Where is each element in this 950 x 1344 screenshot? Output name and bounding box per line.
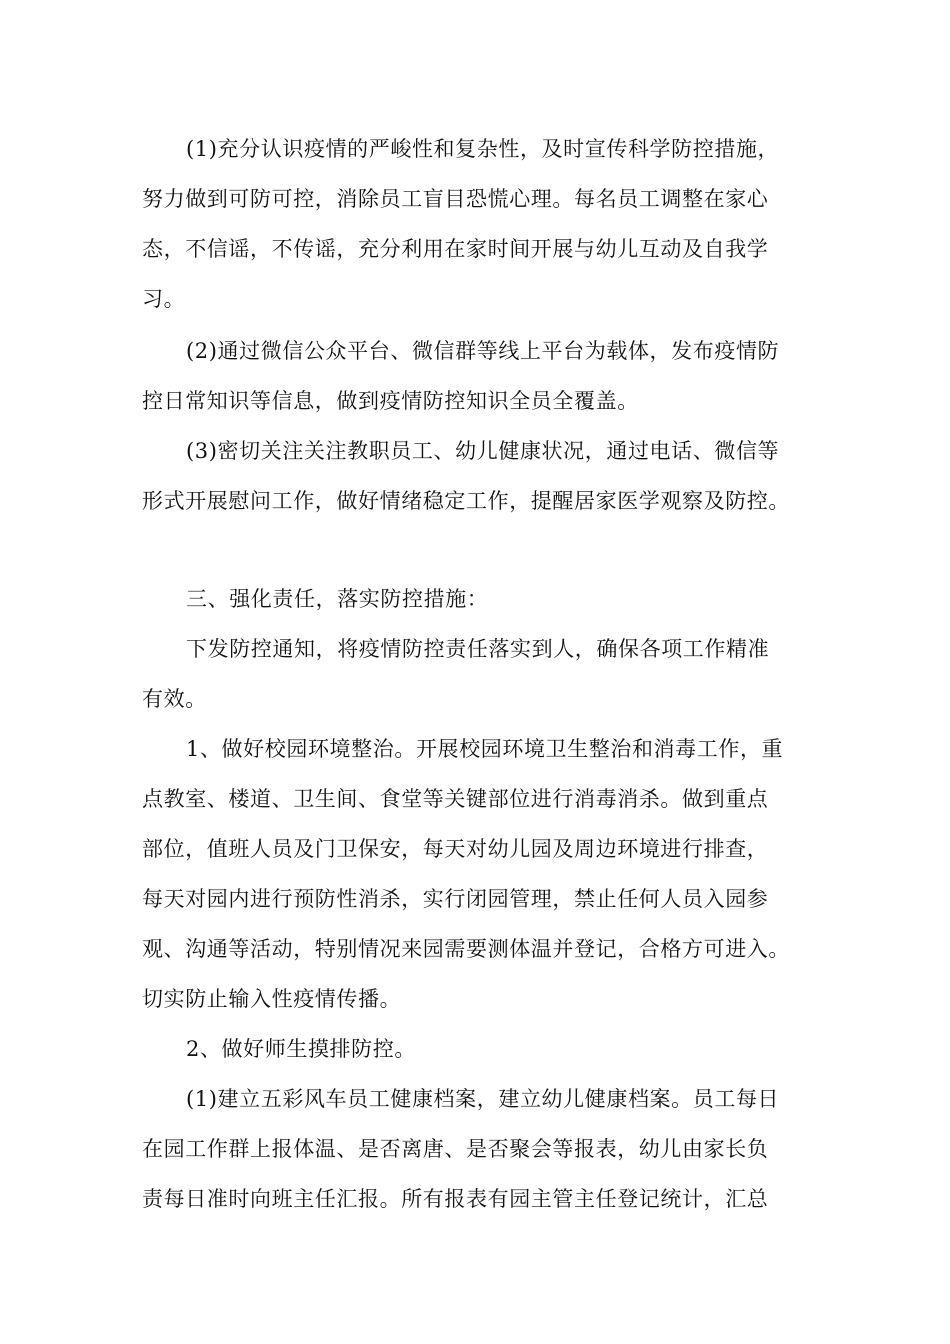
- paragraph-1-line-4: 习。: [142, 287, 186, 311]
- paragraph-5-line-4: 每天对园内进行预防性消杀，实行闭园管理，禁止任何人员入园参: [142, 887, 769, 911]
- paragraph-2-line-2: 控日常知识等信息，做到疫情防控知识全员全覆盖。: [142, 389, 639, 413]
- paragraph-5-line-3: 部位，值班人员及门卫保安，每天对幼儿园及周边环境进行排查，: [142, 837, 769, 861]
- paragraph-7-line-1: (1)建立五彩风车员工健康档案，建立幼儿健康档案。员工每日: [186, 1087, 780, 1111]
- paragraph-3-line-1: (3)密切关注关注教职员工、幼儿健康状况，通过电话、微信等: [186, 439, 780, 463]
- paragraph-4-line-1: 下发防控通知，将疫情防控责任落实到人，确保各项工作精准: [186, 637, 770, 661]
- paragraph-5-line-5: 观、沟通等活动，特别情况来园需要测体温并登记，合格方可进入。: [142, 937, 790, 961]
- paragraph-5-line-1: 1、做好校园环境整治。开展校园环境卫生整治和消毒工作，重: [186, 737, 784, 761]
- paragraph-4-line-2: 有效。: [142, 687, 207, 711]
- paragraph-1-line-1: (1)充分认识疫情的严峻性和复杂性，及时宣传科学防控措施，: [186, 137, 780, 161]
- paragraph-7-line-2: 在园工作群上报体温、是否离唐、是否聚会等报表，幼儿由家长负: [142, 1137, 769, 1161]
- paragraph-5-line-2: 点教室、楼道、卫生间、食堂等关键部位进行消毒消杀。做到重点: [142, 787, 769, 811]
- paragraph-5-line-6: 切实防止输入性疫情传播。: [142, 987, 402, 1011]
- paragraph-1-line-3: 态，不信谣，不传谣，充分利用在家时间开展与幼儿互动及自我学: [142, 237, 769, 261]
- paragraph-2-line-1: (2)通过微信公众平台、微信群等线上平台为载体，发布疫情防: [186, 339, 780, 363]
- paragraph-1-line-2: 努力做到可防可控，消除员工盲目恐慌心理。每名员工调整在家心: [142, 187, 769, 211]
- section-heading: 三、强化责任，落实防控措施：: [186, 587, 489, 611]
- paragraph-7-line-3: 责每日准时向班主任汇报。所有报表有园主管主任登记统计，汇总: [142, 1187, 769, 1211]
- paragraph-6-line-1: 2、做好师生摸排防控。: [186, 1037, 416, 1061]
- paragraph-3-line-2: 形式开展慰问工作，做好情绪稳定工作，提醒居家医学观察及防控。: [142, 489, 790, 513]
